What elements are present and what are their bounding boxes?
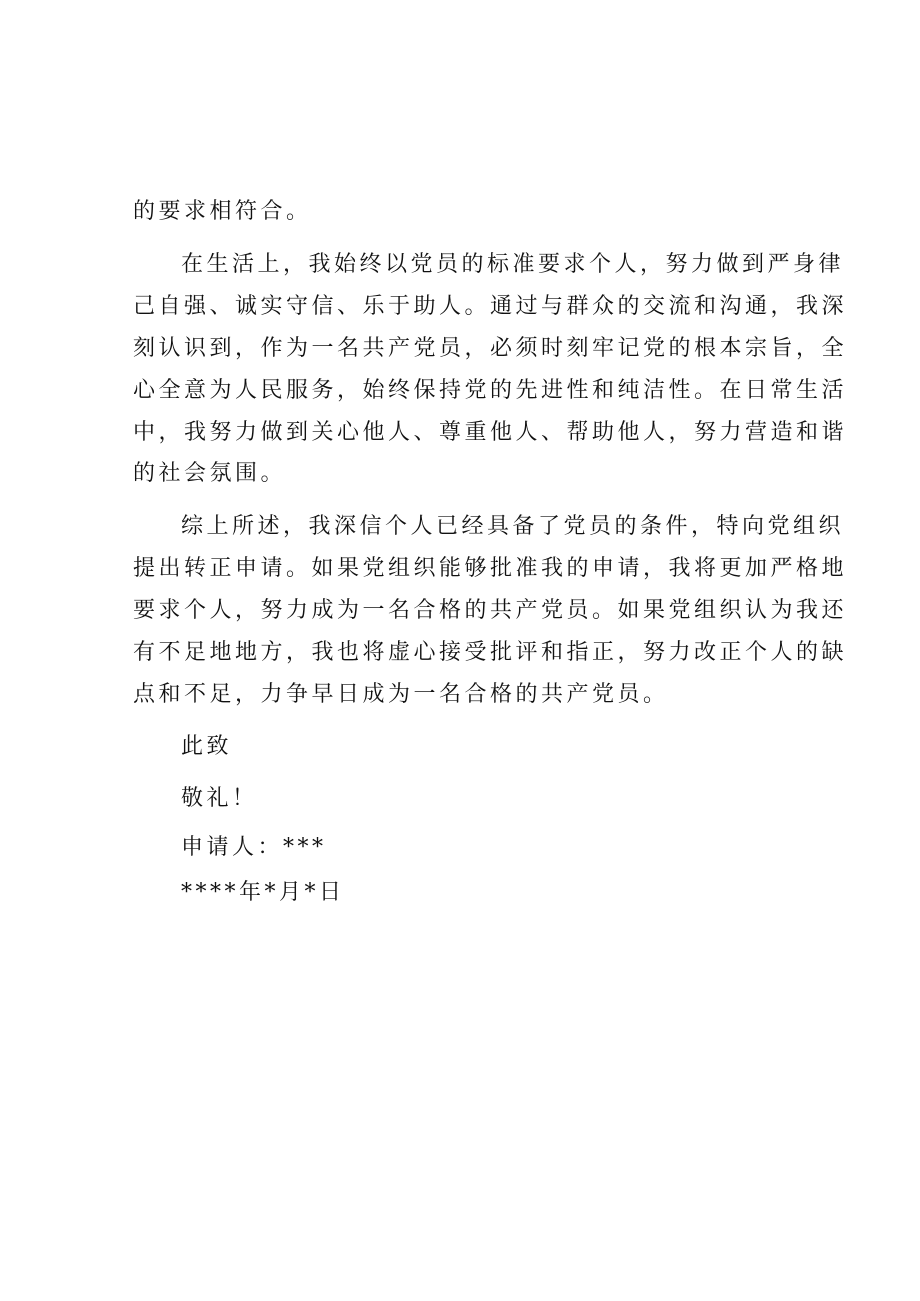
- paragraph-summary-line-3: 要求个人，努力成为一名合格的共产党员。如果党组织认为我还: [133, 598, 848, 623]
- applicant-signature: 申请人：***: [181, 835, 327, 860]
- paragraph-summary-line-2: 提出转正申请。如果党组织能够批准我的申请，我将更加严格地: [133, 556, 848, 581]
- paragraph-life-line-6: 的社会氛围。: [133, 461, 287, 486]
- paragraph-life-line-1: 在生活上，我始终以党员的标准要求个人，努力做到严身律: [181, 252, 845, 277]
- closing-salutation-2: 敬礼！: [181, 786, 258, 811]
- paragraph-summary-line-4: 有不足地地方，我也将虚心接受批评和指正，努力改正个人的缺: [133, 640, 848, 665]
- paragraph-summary-line-5: 点和不足，力争早日成为一名合格的共产党员。: [133, 682, 669, 707]
- closing-salutation-1: 此致: [181, 734, 233, 759]
- paragraph-life-line-4: 心全意为人民服务，始终保持党的先进性和纯洁性。在日常生活: [133, 378, 848, 403]
- application-date: ****年*月*日: [181, 880, 345, 905]
- paragraph-life-line-3: 刻认识到，作为一名共产党员，必须时刻牢记党的根本宗旨，全: [133, 336, 848, 361]
- paragraph-summary-line-1: 综上所述，我深信个人已经具备了党员的条件，特向党组织: [181, 514, 845, 539]
- paragraph-life-line-2: 己自强、诚实守信、乐于助人。通过与群众的交流和沟通，我深: [133, 294, 848, 319]
- paragraph-life-line-5: 中，我努力做到关心他人、尊重他人、帮助他人，努力营造和谐: [133, 420, 848, 445]
- paragraph-continuation-line: 的要求相符合。: [133, 199, 312, 224]
